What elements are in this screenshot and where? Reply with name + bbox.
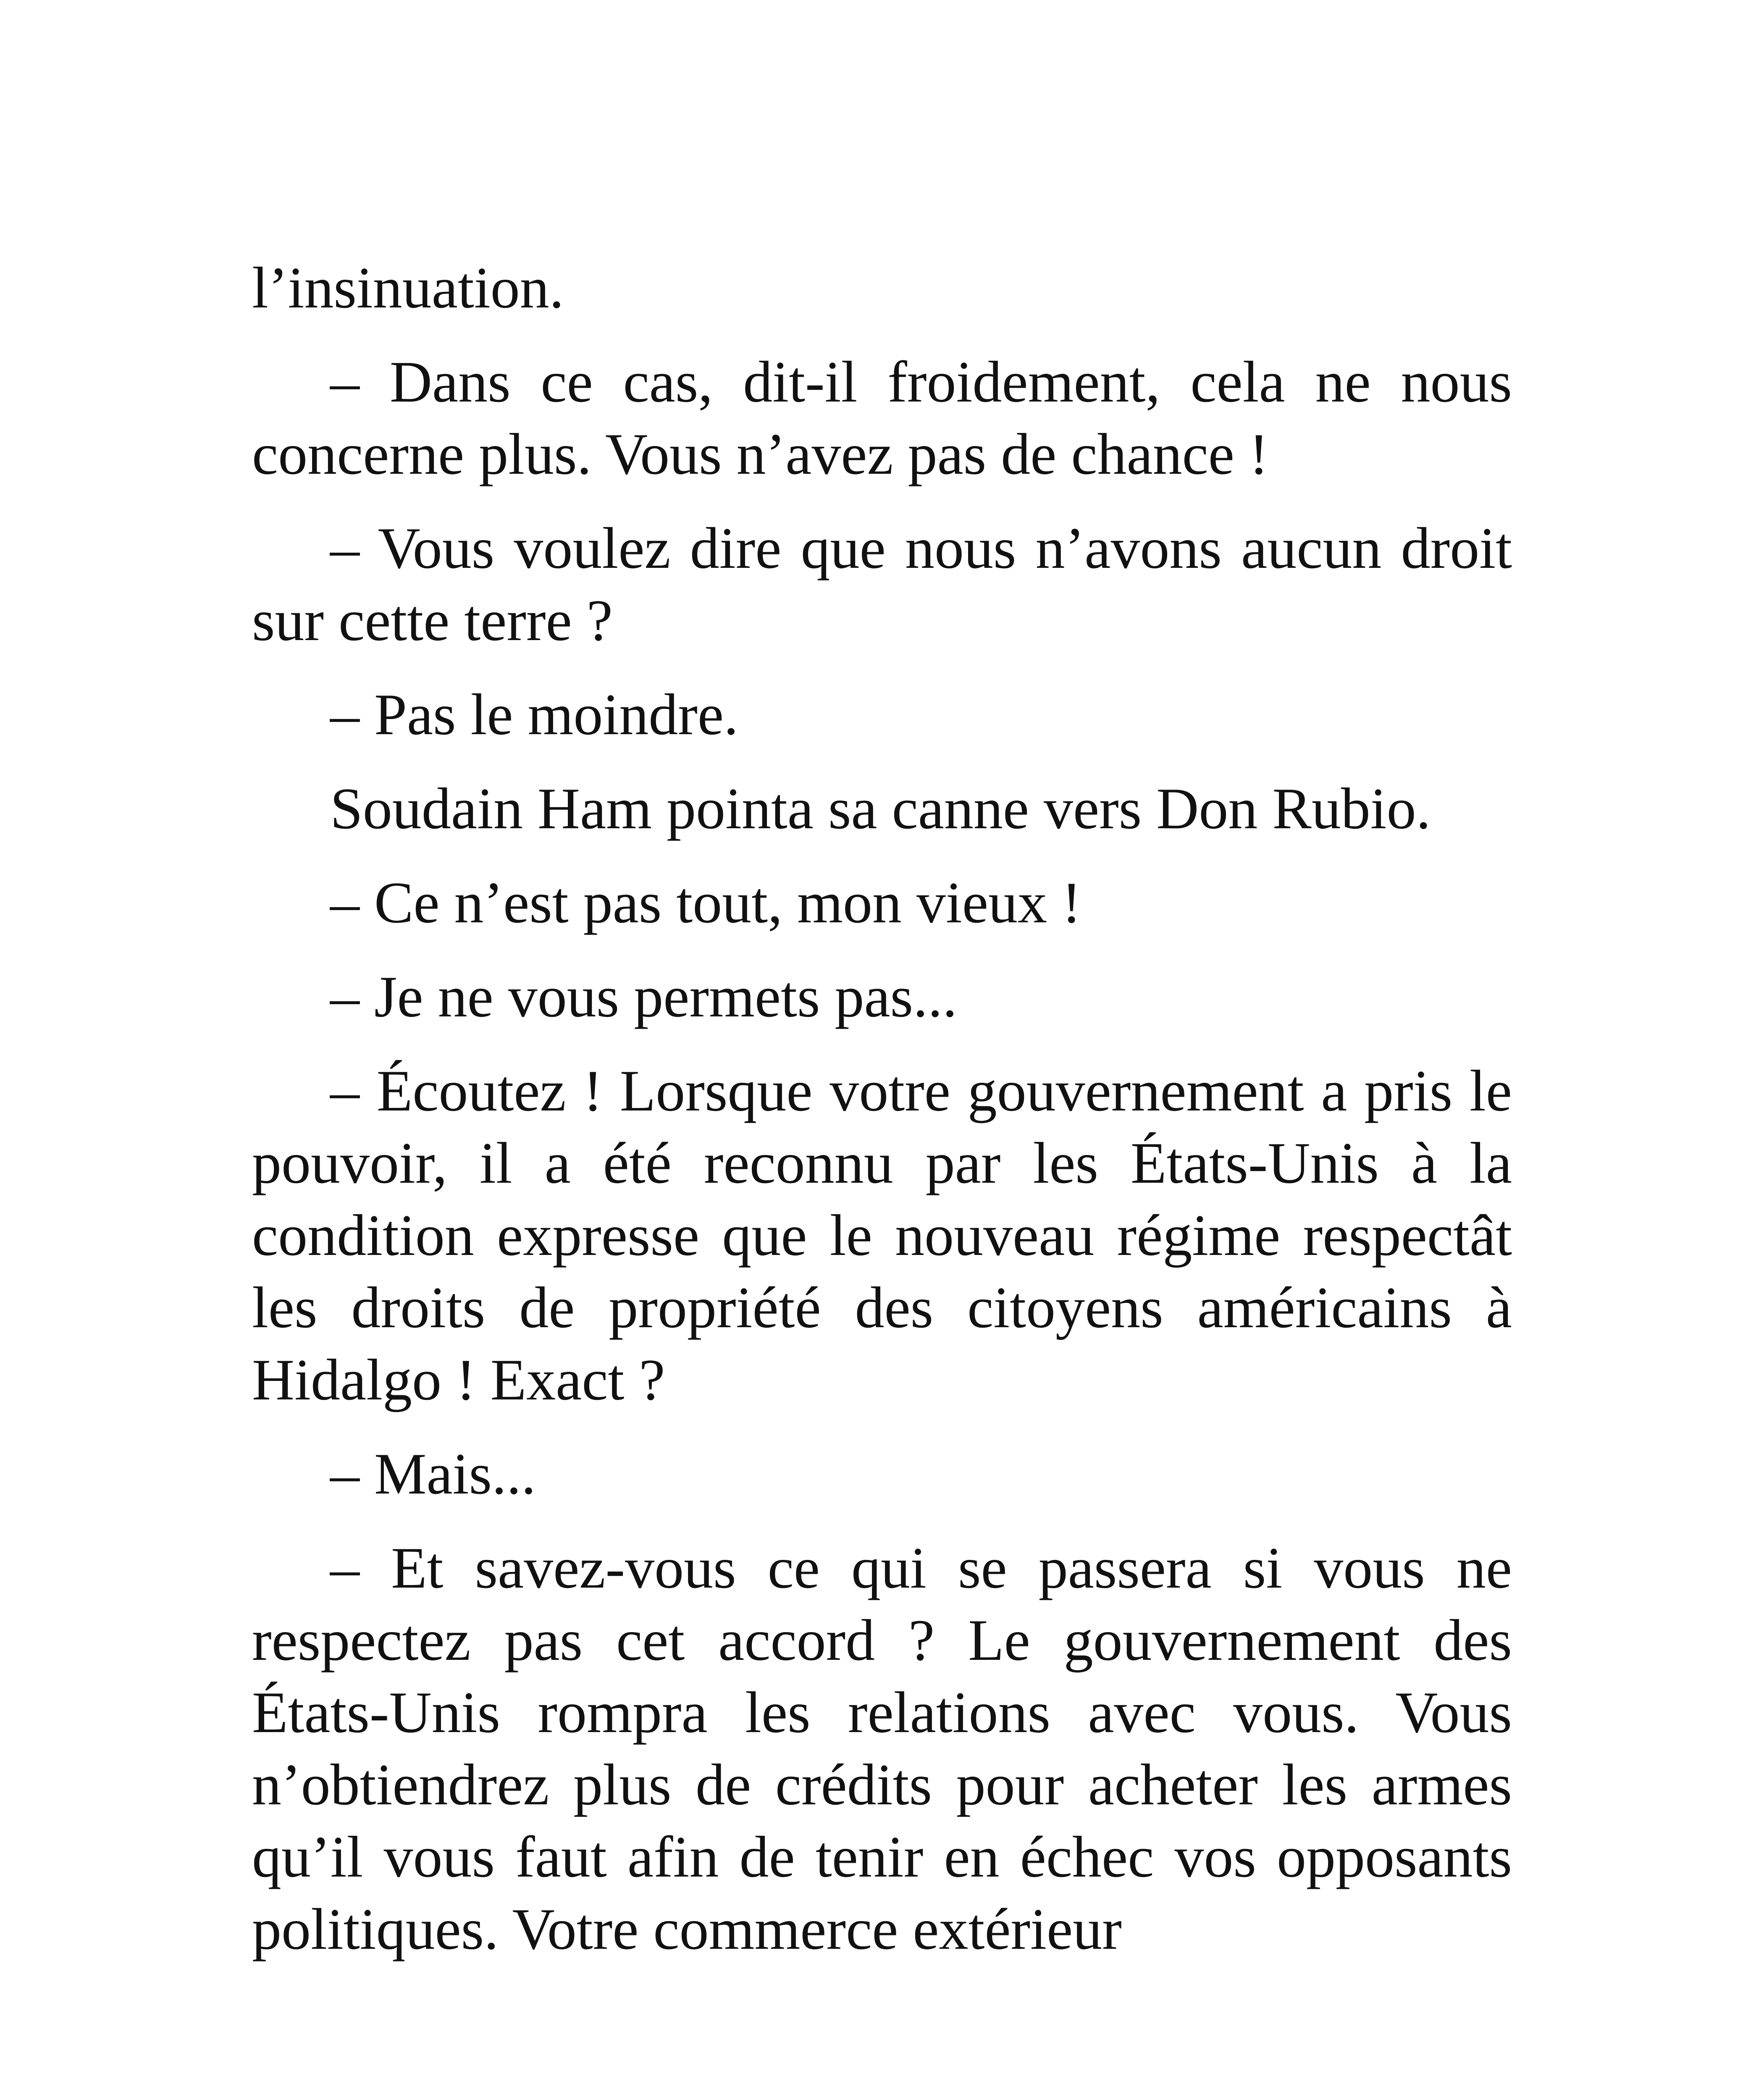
paragraph: – Je ne vous permets pas... <box>330 964 958 1029</box>
book-page-text <box>252 252 1512 1987</box>
paragraph: – Écoutez ! Lorsque votre gouvernement a pris le pouvoir, il a été reconnu par les États-Unis à la condition expresse que le nouveau régime respectât les droits de propriété des citoyens américains à Hidalgo ! Exact ? <box>252 1058 1512 1412</box>
paragraph: l’insinuation. <box>252 255 564 320</box>
paragraph: – Et savez-vous ce qui se passera si vous ne respectez pas cet accord ? Le gouvernement des États-Unis rompra les relations avec vous. Vous n’obtiendrez plus de crédits pour acheter les armes qu’il vous faut afin de tenir en échec vos opposants politiques. Votre commerce extérieur <box>252 1536 1512 1962</box>
paragraph: – Ce n’est pas tout, mon vieux ! <box>330 870 1082 935</box>
paragraph: Soudain Ham pointa sa canne vers Don Rubio. <box>330 776 1431 841</box>
paragraph: – Dans ce cas, dit-il froidement, cela ne nous concerne plus. Vous n’avez pas de chance ! <box>252 349 1512 487</box>
paragraph: – Pas le moindre. <box>330 682 739 747</box>
paragraph: – Mais... <box>330 1441 536 1507</box>
paragraph: – Vous voulez dire que nous n’avons aucun droit sur cette terre ? <box>252 516 1512 653</box>
